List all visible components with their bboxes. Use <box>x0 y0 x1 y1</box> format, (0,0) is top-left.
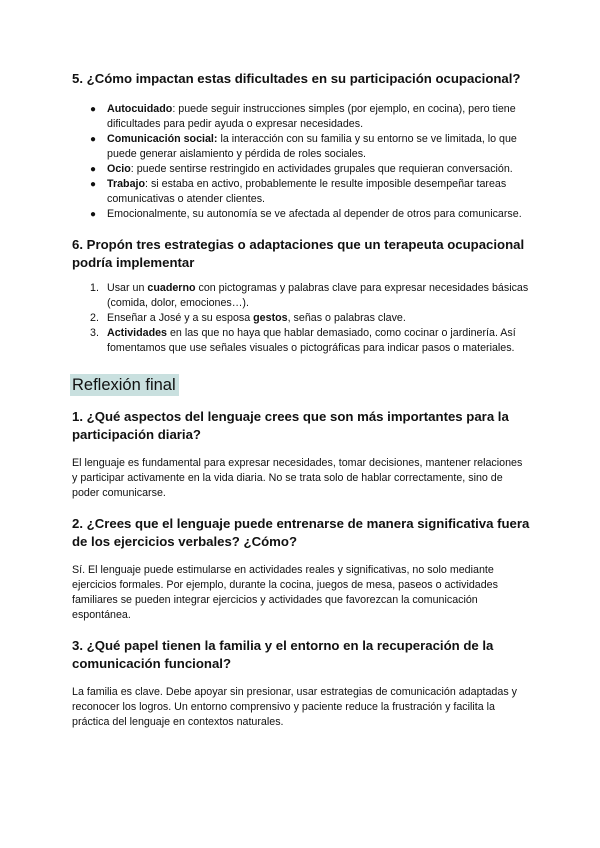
question-5-list <box>72 102 530 222</box>
reflection-answer-2: Sí. El lenguaje puede estimularse en actividades reales y significativas, no solo mediante ejercicios formales. Por ejemplo, durante la cocina, juegos de mesa, paseos o actividades familiares se pueden integrar ejercicios y actividades que favorezcan la comunicación espontánea. <box>72 564 498 621</box>
list-item: ● Trabajo: si estaba en activo, probablemente le resulte imposible desempeñar tareas comunicativas o atender clientes. <box>90 178 507 205</box>
section-title-wrapper <box>72 374 530 396</box>
question-5-heading: 5. ¿Cómo impactan estas dificultades en su participación ocupacional? <box>72 71 521 86</box>
question-6-list <box>72 281 530 356</box>
bullet-icon: ● <box>90 134 97 145</box>
reflection-question-1-heading: 1. ¿Qué aspectos del lenguaje crees que son más importantes para la participación diaria? <box>72 409 509 442</box>
section-title: Reflexión final <box>70 374 179 396</box>
bullet-icon: ● <box>90 104 97 115</box>
list-item: ● Comunicación social: la interacción con su familia y su entorno se ve limitada, lo que puede generar aislamiento y pérdida de roles sociales. <box>90 133 517 160</box>
reflection-answer-1: El lenguaje es fundamental para expresar necesidades, tomar decisiones, mantener relaciones y participar activamente en la vida diaria. No se trata solo de hablar correctamente, sino de poder comunicarse. <box>72 457 523 499</box>
list-item: 3. Actividades en las que no haya que hablar demasiado, como cocinar o jardinería. Así fomentamos que use señales visuales o pictográficas para indicar pasos o materiales. <box>90 327 516 354</box>
reflection-answer-3: La familia es clave. Debe apoyar sin presionar, usar estrategias de comunicación adaptadas y reconocer los logros. Un entorno comprensivo y paciente reduce la frustración y facilita la práctica del lenguaje en contextos naturales. <box>72 686 517 728</box>
reflection-question-3-heading: 3. ¿Qué papel tienen la familia y el entorno en la recuperación de la comunicación funcional? <box>72 638 494 671</box>
list-item: ● Ocio: puede sentirse restringido en actividades grupales que requieran conversación. <box>90 163 513 175</box>
reflection-question-2-heading: 2. ¿Crees que el lenguaje puede entrenarse de manera significativa fuera de los ejercicios verbales? ¿Cómo? <box>72 516 530 549</box>
bullet-icon: ● <box>90 179 97 190</box>
list-item: 1. Usar un cuaderno con pictogramas y palabras clave para expresar necesidades básicas (comida, dolor, emociones…). <box>90 282 529 309</box>
list-item: 2. Enseñar a José y a su esposa gestos, señas o palabras clave. <box>90 312 406 324</box>
bullet-icon: ● <box>90 164 97 175</box>
bullet-icon: ● <box>90 209 97 220</box>
list-item: ● Autocuidado: puede seguir instrucciones simples (por ejemplo, en cocina), pero tiene dificultades para pedir ayuda o expresar necesidades. <box>90 103 516 130</box>
list-item: ● Emocionalmente, su autonomía se ve afectada al depender de otros para comunicarse. <box>90 208 522 220</box>
question-6-heading: 6. Propón tres estrategias o adaptaciones que un terapeuta ocupacional podría implementar <box>72 237 525 270</box>
